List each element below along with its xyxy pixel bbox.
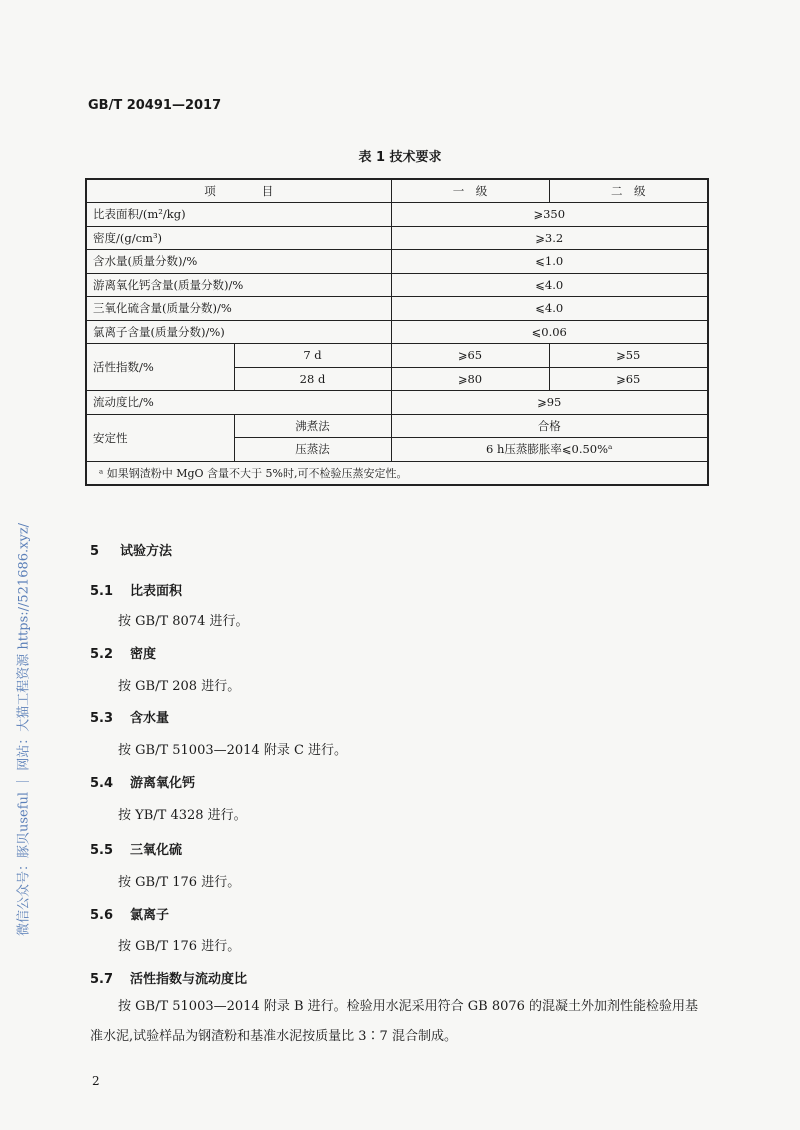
row-item: 氯离子含量(质量分数)/%) [86,320,391,344]
subsection-title: 氯离子 [130,908,170,923]
row-value: ⩽4.0 [391,297,708,321]
table-row [86,391,708,415]
row-value: ⩽0.06 [391,320,708,344]
row-item: 活性指数/% [86,344,234,391]
table-title: 表 1 技术要求 [358,150,442,165]
subsection-title: 含水量 [130,711,170,726]
section-heading [90,540,172,559]
row-item: 含水量(质量分数)/% [86,250,391,274]
subsection-heading [90,643,156,662]
table-row [86,250,708,274]
subsection-heading [90,904,169,923]
subsection-number: 5.2 [90,647,114,662]
header-grade-2: 二 级 [549,179,708,203]
subsection-number: 5.6 [90,908,114,923]
subsection-text: 按 GB/T 208 进行。 [118,679,241,694]
subsection-title: 活性指数与流动度比 [130,972,248,987]
section-number: 5 [90,544,100,559]
standard-number-header: GB/T 20491—2017 [88,98,222,113]
row-age: 7 d [234,344,391,368]
watermark: 微信公众号：豚贝useful ｜ 网站：大猫工程资源 https://521686.xyz/ [16,522,32,937]
subsection-title: 三氧化硫 [130,843,183,858]
row-value: ⩽1.0 [391,250,708,274]
row-item: 比表面积/(m²/kg) [86,203,391,227]
row-grade-2: ⩾55 [549,344,708,368]
header-grade-1: 一 级 [391,179,549,203]
subsection-text: 按 YB/T 4328 进行。 [118,808,247,823]
table-footnote-row [86,461,708,485]
subsection-heading [90,968,247,987]
subsection-text: 按 GB/T 51003—2014 附录 B 进行。检验用水泥采用符合 GB 8076 的混凝土外加剂性能检验用基准水泥,试验样品为钢渣粉和基准水泥按质量比 3∶7 混合制成。 [90,999,699,1044]
subsection-number: 5.3 [90,711,114,726]
subsection-text: 按 GB/T 176 进行。 [118,875,241,890]
subsection-text: 按 GB/T 176 进行。 [118,939,241,954]
row-item: 三氧化硫含量(质量分数)/% [86,297,391,321]
row-value: 6 h压蒸膨胀率⩽0.50%ᵃ [391,438,708,462]
subsection-title: 密度 [130,647,157,662]
row-age: 28 d [234,367,391,391]
page-number: 2 [92,1074,100,1088]
subsection-title: 比表面积 [130,584,183,599]
row-grade-1: ⩾65 [391,344,549,368]
row-grade-1: ⩾80 [391,367,549,391]
subsection-text: 按 GB/T 8074 进行。 [118,614,249,629]
table-row [86,273,708,297]
table-row [86,226,708,250]
section-title: 试验方法 [120,544,173,559]
subsection-number: 5.7 [90,972,114,987]
subsection-heading [90,839,182,858]
row-value: 合格 [391,414,708,438]
subsection-heading [90,772,195,791]
row-value: ⩾95 [391,391,708,415]
table-footnote: ᵃ 如果钢渣粉中 MgO 含量不大于 5%时,可不检验压蒸安定性。 [86,461,708,485]
row-value: ⩽4.0 [391,273,708,297]
row-item: 密度/(g/cm³) [86,226,391,250]
row-item: 流动度比/% [86,391,391,415]
table-header-row [86,179,708,203]
row-value: ⩾3.2 [391,226,708,250]
subsection-heading [90,707,169,726]
row-method: 沸煮法 [234,414,391,438]
technical-requirements-table [85,178,709,486]
table-row [86,414,708,438]
row-method: 压蒸法 [234,438,391,462]
table-row [86,203,708,227]
table-row [86,320,708,344]
subsection-heading [90,580,182,599]
row-item: 游离氧化钙含量(质量分数)/% [86,273,391,297]
subsection-number: 5.5 [90,843,114,858]
table-row [86,297,708,321]
table-row [86,344,708,368]
subsection-number: 5.4 [90,776,114,791]
row-grade-2: ⩾65 [549,367,708,391]
subsection-title: 游离氧化钙 [130,776,196,791]
subsection-number: 5.1 [90,584,114,599]
header-item: 项 目 [86,179,391,203]
subsection-text: 按 GB/T 51003—2014 附录 C 进行。 [118,743,348,758]
row-item: 安定性 [86,414,234,461]
row-value: ⩾350 [391,203,708,227]
